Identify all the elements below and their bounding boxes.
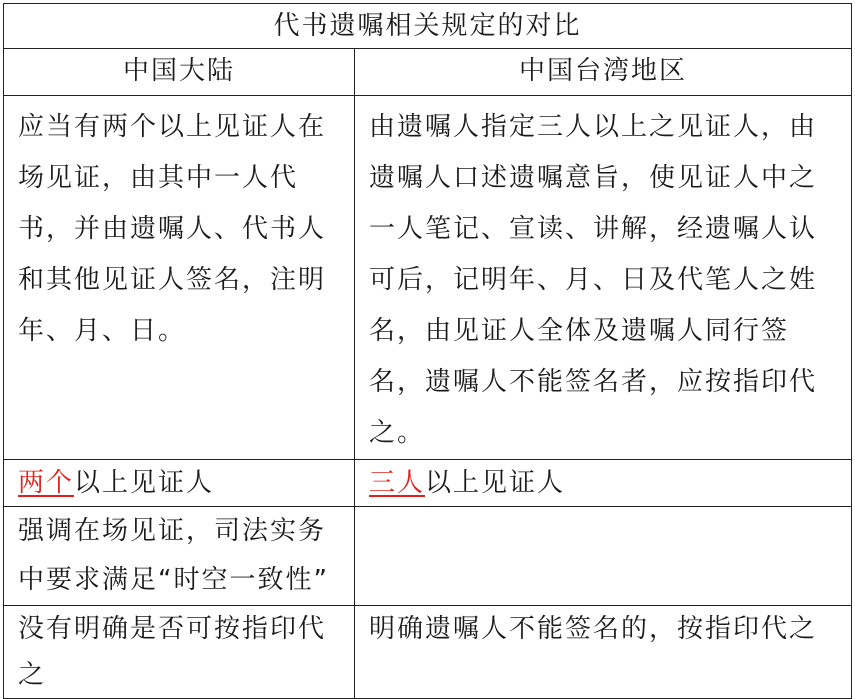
mainland-witness-text: 以上见证人 [74, 468, 215, 498]
table-row [4, 460, 852, 507]
table-title-row [4, 4, 852, 49]
taiwan-witness-text: 以上见证人 [425, 468, 566, 498]
mainland-witness-count: 两个 [18, 468, 75, 498]
comparison-table [3, 3, 852, 699]
taiwan-fingerprint: 明确遗嘱人不能签名的，按指印代之 [355, 606, 852, 699]
taiwan-witness-count: 三人 [369, 468, 426, 498]
table-row [4, 606, 852, 699]
mainland-fingerprint: 没有明确是否可按指印代之 [4, 606, 355, 699]
table-row [4, 507, 852, 606]
mainland-practice: 强调在场见证，司法实务中要求满足“时空一致性” [4, 507, 355, 606]
mainland-witness-cell [4, 460, 355, 507]
taiwan-practice [355, 507, 852, 606]
header-taiwan: 中国台湾地区 [355, 49, 852, 96]
table-title: 代书遗嘱相关规定的对比 [4, 4, 852, 49]
mainland-provision: 应当有两个以上见证人在场见证，由其中一人代书，并由遗嘱人、代书人和其他见证人签名，注明年、月、日。 [4, 96, 355, 460]
table-header-row [4, 49, 852, 96]
taiwan-witness-cell [355, 460, 852, 507]
taiwan-provision: 由遗嘱人指定三人以上之见证人，由遗嘱人口述遗嘱意旨，使见证人中之一人笔记、宣读、讲解，经遗嘱人认可后，记明年、月、日及代笔人之姓名，由见证人全体及遗嘱人同行签名，遗嘱人不能签名者，应按指印代之。 [355, 96, 852, 460]
table-row [4, 96, 852, 460]
header-mainland: 中国大陆 [4, 49, 355, 96]
